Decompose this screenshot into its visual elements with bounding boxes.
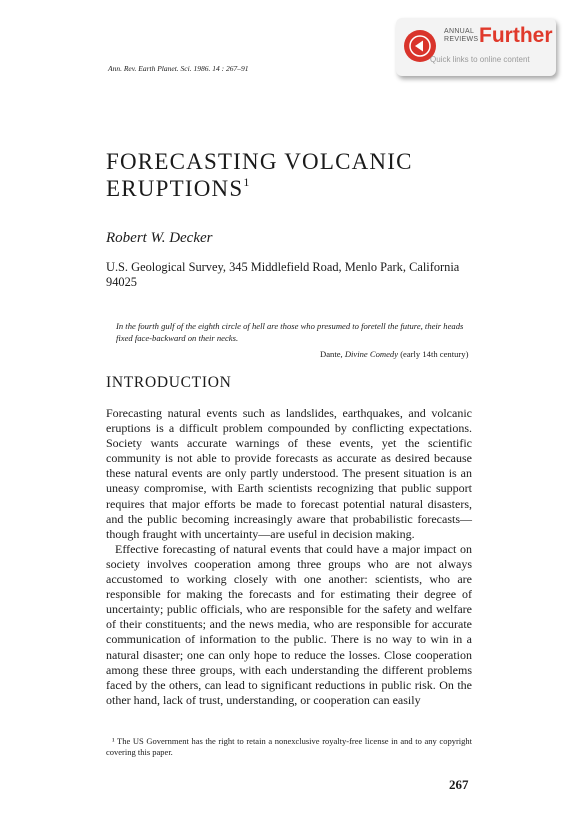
journal-reference: Ann. Rev. Earth Planet. Sci. 1986. 14 : 267–91 [108,64,249,73]
paragraph: Effective forecasting of natural events that could have a major impact on society involves cooperation among three groups who are not always accustomed to working closely with one another: scientists, who are responsible for making the forecasts and for estimating their degree of uncertainty; public officials, who are responsible for the safety and welfare of their constituents; and the news media, who are responsible for accurate communication of information to the public. There is no way to win in a natural disaster; one can only hope to reduce the losses. Close cooperation among these three groups, with each understanding the different problems faced by the others, can lead to significant reductions in public risk. On the other hand, lack of trust, understanding, or cooperation can easily [106,541,472,707]
title-line-2: ERUPTIONS [106,176,244,201]
epigraph-attribution: Dante, Divine Comedy (early 14th century) [320,349,469,359]
title-line-1: FORECASTING VOLCANIC [106,149,413,174]
title-footnote-mark: 1 [243,175,250,189]
further-badge[interactable] [396,18,556,76]
section-heading: INTRODUCTION [106,374,232,391]
article-title [106,148,506,202]
body-text [106,406,472,708]
page-number: 267 [449,777,469,792]
epigraph-quote: In the fourth gulf of the eighth circle of hell are those who presumed to foretell the future, their heads fixed face-backward on their necks. [116,321,464,343]
badge-further-label: Further [479,24,553,47]
badge-quick-links: Quick links to online content [430,55,530,64]
badge-annual-reviews: ANNUAL REVIEWS [444,28,479,43]
footnote: ¹ The US Government has the right to retain a nonexclusive royalty-free license in and to any copyright covering this paper. [106,736,472,757]
author-affiliation: U.S. Geological Survey, 345 Middlefield Road, Menlo Park, California 94025 [106,260,460,289]
author-name: Robert W. Decker [106,230,213,246]
paragraph: Forecasting natural events such as landslides, earthquakes, and volcanic eruptions is a difficult problem compounded by conflicting expectations. Society wants accurate warnings of these events, yet the scientific community is not able to provide forecasts as accurate as desired because these natural events are only partly understood. The present situation is an uneasy compromise, with Earth scientists recognizing that public support requires that major efforts be made to forecast potential natural disasters, and the public becoming increasingly aware that probabilistic forecasts—though fraught with uncertainty—are useful in decision making. [106,406,472,541]
